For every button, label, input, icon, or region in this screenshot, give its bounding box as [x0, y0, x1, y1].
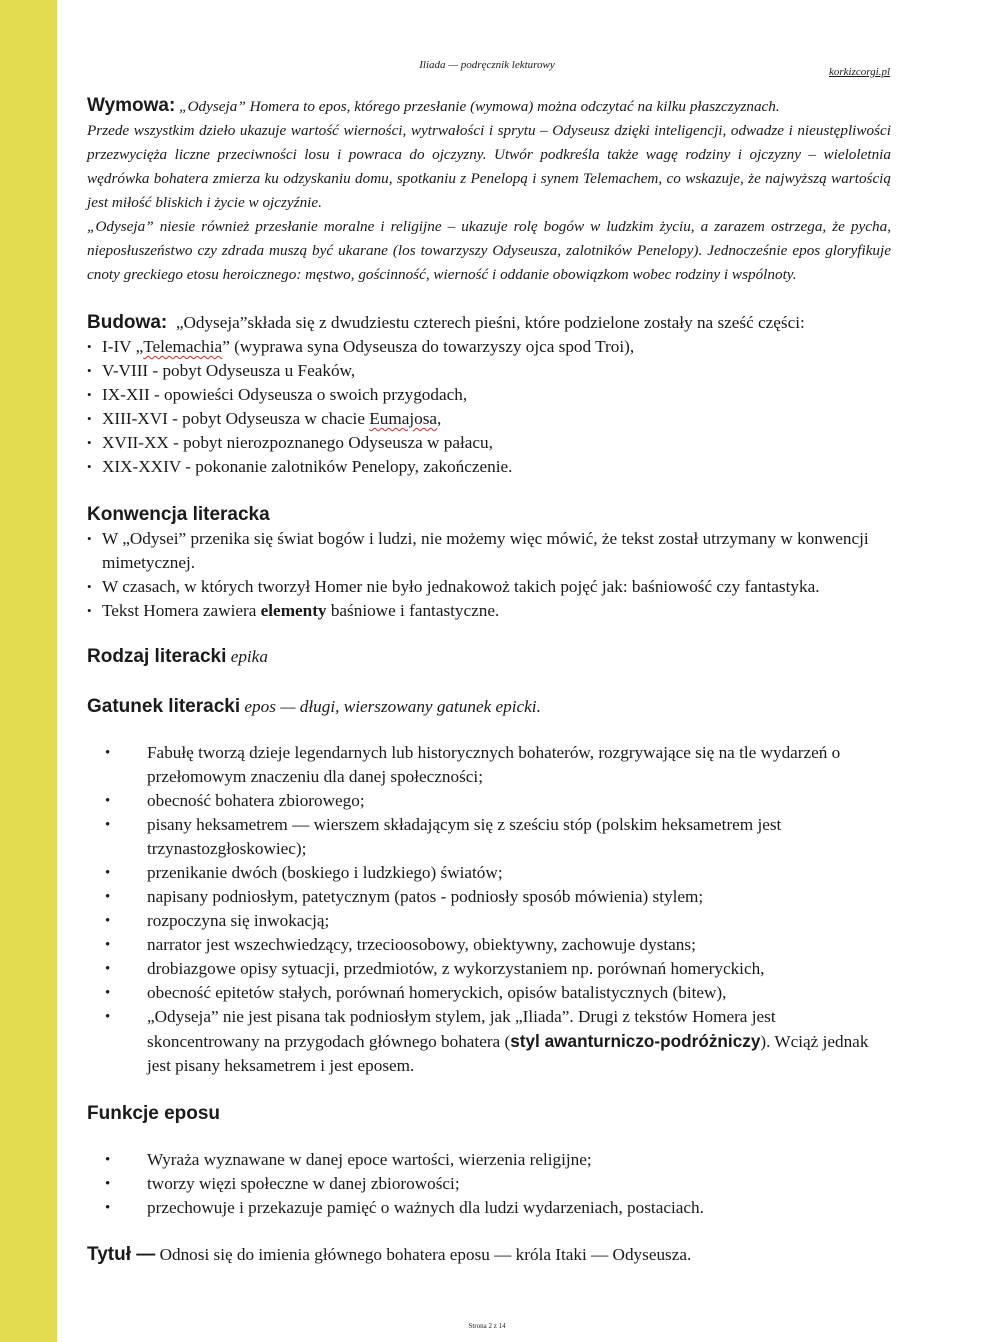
- section-konwencja: [87, 503, 891, 527]
- spellcheck-word: Telemachia: [143, 337, 223, 356]
- content: [87, 94, 891, 1267]
- document-page: [57, 0, 986, 1342]
- section-tytul: [87, 1243, 891, 1267]
- budowa-intro: „Odyseja”składa się z dwudziestu czterech pieśni, które podzielone zostały na sześć części:: [175, 313, 805, 332]
- list-item: • XIII-XVI - pobyt Odyseusza w chacie Eumajosa,: [87, 407, 891, 431]
- list-item: • I-IV „Telemachia” (wyprawa syna Odyseusza do towarzyszy ojca spod Troi),: [87, 335, 891, 359]
- list-item: • Tekst Homera zawiera elementy baśniowe i fantastyczne.: [87, 599, 891, 623]
- list-item: • przenikanie dwóch (boskiego i ludzkiego) światów;: [87, 861, 891, 885]
- wymowa-intro: „Odyseja” Homera to epos, którego przesłanie (wymowa) można odczytać na kilku płaszczyznach.: [179, 98, 780, 115]
- konwencja-heading: Konwencja literacka: [87, 504, 270, 525]
- list-item: • XVII-XX - pobyt nierozpoznanego Odyseusza w pałacu,: [87, 431, 891, 455]
- section-gatunek: [87, 695, 891, 719]
- list-item: • XIX-XXIV - pokonanie zalotników Penelopy, zakończenie.: [87, 455, 891, 479]
- list-item: • narrator jest wszechwiedzący, trzecioosobowy, obiektywny, zachowuje dystans;: [87, 933, 891, 957]
- konwencja-list: [87, 527, 891, 623]
- section-rodzaj: [87, 645, 891, 669]
- gatunek-heading: Gatunek literacki: [87, 696, 241, 717]
- spellcheck-word: Eumajosa: [369, 409, 438, 428]
- tytul-text: Odnosi się do imienia głównego bohatera eposu — króla Itaki — Odyseusza.: [159, 1245, 692, 1264]
- yellow-sidebar-bar: [0, 0, 57, 1342]
- wymowa-paragraph-2: „Odyseja” niesie również przesłanie moralne i religijne – ukazuje rolę bogów w ludzkim życiu, a zarazem ostrzega, że pycha, nieposłuszeństwo czy zdrada muszą być ukarane (los towarzyszy Odyseusza, zalotników Penelopy). Jednocześnie epos gloryfikuje cnoty greckiego etosu heroicznego: męstwo, gościnność, wierność i oddanie obowiązkom wobec rodziny i wspólnoty.: [87, 218, 891, 283]
- list-item: • tworzy więzi społeczne w danej zbiorowości;: [87, 1172, 891, 1196]
- rodzaj-value: epika: [230, 647, 268, 666]
- list-item: • Fabułę tworzą dzieje legendarnych lub historycznych bohaterów, rozgrywające się na tle wydarzeń o przełomowym znaczeniu dla danej społeczności;: [87, 741, 891, 789]
- list-item: • obecność bohatera zbiorowego;: [87, 789, 891, 813]
- funkcje-heading: Funkcje eposu: [87, 1103, 221, 1124]
- list-item: • przechowuje i przekazuje pamięć o ważnych dla ludzi wydarzeniach, postaciach.: [87, 1196, 891, 1220]
- budowa-list: [87, 335, 891, 479]
- tytul-heading: Tytuł —: [87, 1244, 156, 1265]
- list-item: • V-VIII - pobyt Odyseusza u Feaków,: [87, 359, 891, 383]
- list-item: • pisany heksametrem — wierszem składającym się z sześciu stóp (polskim heksametrem jest trzynastozgłoskowiec);: [87, 813, 891, 861]
- list-item: • W „Odysei” przenika się świat bogów i ludzi, nie możemy więc mówić, że tekst został utrzymany w konwencji mimetycznej.: [87, 527, 891, 575]
- gatunek-value: epos — długi, wierszowany gatunek epicki.: [244, 697, 541, 716]
- list-item: • „Odyseja” nie jest pisana tak podniosłym stylem, jak „Iliada”. Drugi z tekstów Homera jest skoncentrowany na przygodach głównego bohatera (styl awanturniczo-podróżniczy). Wciąż jednak jest pisany heksametrem i jest eposem.: [87, 1005, 891, 1078]
- list-item: • Wyraża wyznawane w danej epoce wartości, wierzenia religijne;: [87, 1148, 891, 1172]
- list-item: • napisany podniosłym, patetycznym (patos - podniosły sposób mówienia) stylem;: [87, 885, 891, 909]
- section-budowa: [87, 311, 891, 335]
- list-item: • W czasach, w których tworzył Homer nie było jednakowoż takich pojęć jak: baśniowość czy fantastyka.: [87, 575, 891, 599]
- funkcje-list: [87, 1148, 891, 1220]
- running-header: Iliada — podręcznik lekturowy: [419, 59, 555, 71]
- wymowa-heading: Wymowa:: [87, 95, 176, 116]
- budowa-heading: Budowa:: [87, 312, 168, 333]
- list-item: • drobiazgowe opisy sytuacji, przedmiotów, z wykorzystaniem np. porównań homeryckich,: [87, 957, 891, 981]
- wymowa-paragraph-1: Przede wszystkim dzieło ukazuje wartość wierności, wytrwałości i sprytu – Odyseusz dzięki inteligencji, odwadze i nieustępliwości przezwycięża liczne przeciwności losu i powraca do ojczyzny. Utwór podkreśla także wagę rodziny i ojczyzny – wieloletnia wędrówka bohatera zmierza ku odzyskaniu domu, spotkaniu z Penelopą i synem Telemachem, co wskazuje, że najwyższą wartością jest miłość bliskich i życie w ojczyźnie.: [87, 122, 891, 211]
- site-link[interactable]: korkizcorgi.pl: [829, 66, 890, 78]
- section-funkcje: [87, 1102, 891, 1126]
- list-item: • IX-XII - opowieści Odyseusza o swoich przygodach,: [87, 383, 891, 407]
- rodzaj-heading: Rodzaj literacki: [87, 646, 227, 667]
- list-item: • obecność epitetów stałych, porównań homeryckich, opisów batalistycznych (bitew),: [87, 981, 891, 1005]
- gatunek-list: [87, 741, 891, 1078]
- page-number: Strona 2 z 14: [468, 1322, 506, 1330]
- section-wymowa: [87, 94, 891, 287]
- list-item: • rozpoczyna się inwokacją;: [87, 909, 891, 933]
